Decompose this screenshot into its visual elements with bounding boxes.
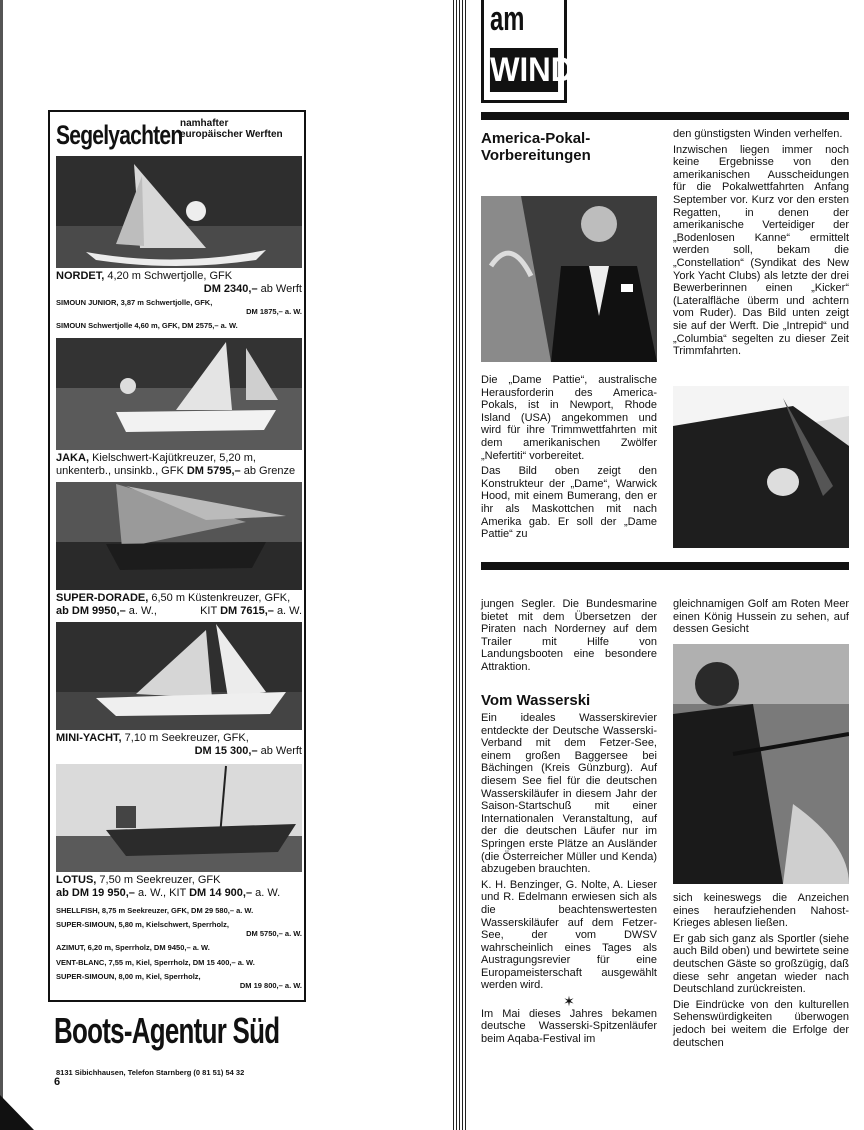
ad-small-simoun-junior: SIMOUN JUNIOR, 3,87 m Schwertjolle, GFK, DM 1875,– a. W. bbox=[56, 298, 302, 316]
boat-photo-super-dorade bbox=[56, 482, 302, 590]
ad-item-super-dorade: SUPER-DORADE, 6,50 m Küstenkreuzer, GFK, bbox=[56, 592, 291, 604]
am-wind-logo bbox=[481, 0, 574, 103]
section-rule-top bbox=[481, 112, 849, 120]
ad-item-jaka: JAKA, Kielschwert-Kajütkreuzer, 5,20 m, unkenterb., unsinkb., GFK DM 5795,– ab Grenze bbox=[56, 452, 296, 477]
ad-footer-address: 8131 Sibichhausen, Telefon Starnberg (0 81 51) 54 32 bbox=[56, 1068, 245, 1077]
article1-right-column bbox=[673, 128, 849, 361]
article2-p1: Ein ideales Wasserskirevier entdeckte der Deutsche Wasserski-Verband mit dem Fetzer-See, einem großen Baggersee bei Bächingen (Kreis Günzburg). Auf diesem See fiel für die deutschen Wasserskiläufer in diesem Jahr der Saison-Startschuß mit einer Internationalen Veranstaltung, auf der die deutschen Läufer nur im Springen erste Plätze an Ausländer (die Österreicher Müller und Kenda) abzugeben brauchten. bbox=[481, 712, 657, 876]
boat-photo-nordet bbox=[56, 156, 302, 268]
photo-constellation-shipyard bbox=[673, 386, 849, 548]
article2-right-column bbox=[673, 892, 849, 1052]
page-edge bbox=[0, 0, 3, 1130]
article1-right-p2: Inzwischen liegen immer noch keine Ergebnisse von den amerikanischen Ausscheidungen für die Pokalwettfahrten Anfang September vor. Kurz vor den ersten Regatten, in denen der amerikanische Verteidiger der „Bodenlosen Kanne“ ermittelt werden soll, bekam die „Constellation“ (Syndikat des New York Yacht Clubs) als letzte der drei Bewerberinnen einen „Kicker“ (Lateralfläche überm und achtern vom Ruder). Das Bild unten zeigt sie auf der Werft. Die „Intrepid“ und „Columbia“ segelten zu dieser Zeit Trimmfahrten. bbox=[673, 143, 849, 358]
article2-right-p1: sich keineswegs die Anzeichen eines heraufziehenden Nahost-Krieges ablesen ließen. bbox=[673, 892, 849, 930]
article2-right-p2: Er gab sich ganz als Sportler (siehe auch Bild oben) und bewirtete seine deutschen Gäste so großzügig, daß diese sehr angetan wieder nach Deutschland zurückreisten. bbox=[673, 932, 849, 996]
article1-para2: Das Bild oben zeigt den Konstrukteur der „Dame“, Warwick Hood, mit einem Bumerang, den er ihr als Maskottchen mit nach Amerika gab. Er soll der „Dame Pattie“ zu bbox=[481, 465, 657, 541]
boat-photo-lotus bbox=[56, 764, 302, 872]
ad-item-super-dorade-price: ab DM 9950,– a. W., KIT DM 7615,– a. W. bbox=[56, 605, 302, 617]
ad-item-lotus-price: ab DM 19 950,– a. W., KIT DM 14 900,– a. W. bbox=[56, 887, 281, 899]
article-headline-america: America-Pokal- Vorbereitungen bbox=[481, 130, 591, 164]
ad-item-nordet-price: DM 2340,– ab Werft bbox=[203, 283, 302, 295]
photo-king-hussein-waterski bbox=[673, 644, 849, 884]
photo-warwick-hood bbox=[481, 196, 657, 362]
ad-small-vent-blanc: VENT-BLANC, 7,55 m, Kiel, Sperrholz, DM 15 400,– a. W. bbox=[56, 958, 255, 967]
article2-right-top: gleichnamigen Golf am Roten Meer einen König Hussein zu sehen, auf dessen Gesicht bbox=[673, 598, 849, 636]
page-number: 6 bbox=[54, 1076, 61, 1088]
article1-right-p1: den günstigsten Winden verhelfen. bbox=[673, 128, 843, 140]
ad-item-lotus: LOTUS, 7,50 m Seekreuzer, GFK bbox=[56, 874, 221, 886]
ad-title: Segelyachten bbox=[56, 120, 183, 150]
article-headline-wasserski: Vom Wasserski bbox=[481, 692, 591, 709]
article2-intro: jungen Segler. Die Bundesmarine bietet mit dem Übersetzen der Piraten nach Norderney auf dem Trailer mit Hilfe von Landungsbooten eine besondere Attraktion. bbox=[481, 598, 657, 673]
article2-p2: K. H. Benzinger, G. Nolte, A. Lieser und R. Edelmann erwiesen sich als die beachtenswertesten Wasserskiläufer auf dem Fetzer-See, der vom DWSV wahrscheinlich eines Tages als Austragungsrevier für eine Europameisterschaft ausgewählt werden wird. bbox=[481, 878, 657, 992]
ad-small-simoun: SIMOUN Schwertjolle 4,60 m, GFK, DM 2575,– a. W. bbox=[56, 321, 238, 330]
page-gutter bbox=[453, 0, 467, 1130]
ad-item-nordet: NORDET, 4,20 m Schwertjolle, GFK bbox=[56, 270, 233, 282]
ad-small-super-simoun-580: SUPER-SIMOUN, 5,80 m, Kielschwert, Sperrholz, DM 5750,– a. W. bbox=[56, 920, 302, 938]
boat-photo-jaka bbox=[56, 338, 302, 450]
boat-photo-mini-yacht bbox=[56, 622, 302, 730]
page-corner-mark bbox=[0, 1095, 34, 1130]
ad-footer-title: Boots-Agentur Süd bbox=[54, 1010, 280, 1051]
article1-left-column bbox=[481, 374, 657, 544]
ad-item-mini-yacht: MINI-YACHT, 7,10 m Seekreuzer, GFK, bbox=[56, 732, 249, 744]
logo-am: am bbox=[490, 0, 525, 38]
ad-small-azimut: AZIMUT, 6,20 m, Sperrholz, DM 9450,– a. W. bbox=[56, 943, 210, 952]
boat-advertisement bbox=[48, 110, 306, 1077]
article2-p3: Im Mai dieses Jahres bekamen deutsche Wasserski-Spitzenläufer beim Aqaba-Festival im bbox=[481, 1007, 657, 1045]
article1-caption: Die „Dame Pattie“, australische Herausforderin des America-Pokals, ist in Newport, Rhode Island (USA) angekommen und wird für ihre Trimmwettfahrten mit dem amerikanischen Zwölfer „Nefertiti“ vorbereitet. bbox=[481, 374, 657, 462]
article2-right-p3: Die Eindrücke von den kulturellen Sehenswürdigkeiten überwogen jedoch bei weitem die Erfolge der deutschen bbox=[673, 998, 849, 1049]
section-rule-middle bbox=[481, 562, 849, 570]
ad-subtitle bbox=[180, 118, 283, 140]
logo-wind: WIND bbox=[490, 48, 558, 92]
ad-subtitle-line2: europäischer Werften bbox=[180, 129, 283, 140]
ad-subtitle-line1: namhafter bbox=[180, 118, 229, 129]
ad-small-super-simoun-800: SUPER-SIMOUN, 8,00 m, Kiel, Sperrholz, DM 19 800,– a. W. bbox=[56, 972, 302, 990]
article2-left-column bbox=[481, 712, 657, 1048]
section-star: ✶ bbox=[563, 993, 575, 1010]
ad-item-mini-yacht-price: DM 15 300,– ab Werft bbox=[194, 745, 302, 757]
ad-small-shellfish: SHELLFISH, 8,75 m Seekreuzer, GFK, DM 29 580,– a. W. bbox=[56, 906, 254, 915]
